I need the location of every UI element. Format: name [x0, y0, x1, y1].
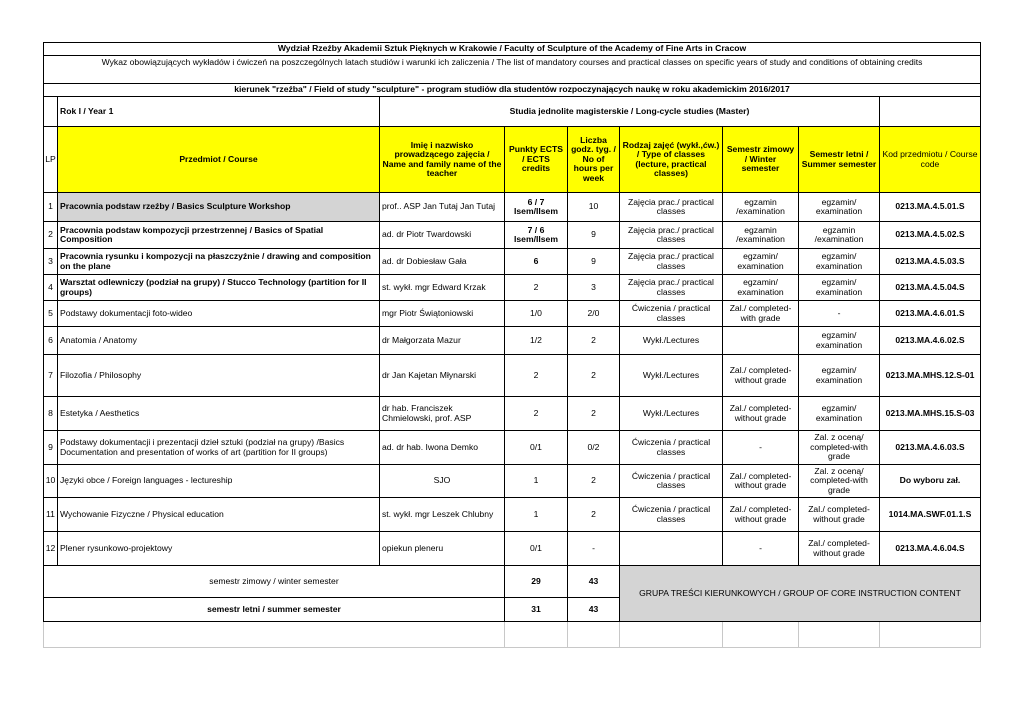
row-ects: 2 — [505, 355, 568, 397]
row-code: 0213.MA.4.6.02.S — [880, 327, 981, 355]
row-hours: 2 — [568, 465, 620, 498]
row-course: Podstawy dokumentacji i prezentacji dzieł sztuki (podział na grupy) /Basics Documentation and presentation of works of art (partition for II groups) — [58, 431, 380, 465]
row-lp: 11 — [44, 498, 58, 532]
row-course: Pracownia rysunku i kompozycji na płaszczyźnie / drawing and composition on the plane — [58, 249, 380, 275]
col-ects: Punkty ECTS / ECTS credits — [505, 127, 568, 193]
row-type: Ćwiczenia / practical classes — [620, 431, 723, 465]
row-winter: - — [723, 431, 799, 465]
row-teacher: st. wykł. mgr Leszek Chlubny — [380, 498, 505, 532]
row-lp: 5 — [44, 301, 58, 327]
row-type: Wykł./Lectures — [620, 355, 723, 397]
row-hours: 2 — [568, 498, 620, 532]
row-ects: 1/0 — [505, 301, 568, 327]
row-hours: 2 — [568, 355, 620, 397]
row-ects: 1 — [505, 498, 568, 532]
row-teacher: st. wykł. mgr Edward Krzak — [380, 275, 505, 301]
row-ects: 0/1 — [505, 532, 568, 566]
row-teacher: dr Jan Kajetan Młynarski — [380, 355, 505, 397]
col-course: Przedmiot / Course — [58, 127, 380, 193]
row-ects: 7 / 6 Isem/IIsem — [505, 222, 568, 249]
row-lp: 12 — [44, 532, 58, 566]
row-summer: egzamin/ examination — [799, 327, 880, 355]
row-teacher: mgr Piotr Świątoniowski — [380, 301, 505, 327]
core-content-group: GRUPA TREŚCI KIERUNKOWYCH / GROUP OF CORE INSTRUCTION CONTENT — [620, 566, 981, 622]
table-row — [44, 275, 981, 301]
row-type: Ćwiczenia / practical classes — [620, 498, 723, 532]
row-lp: 3 — [44, 249, 58, 275]
row-summer: egzamin /examination — [799, 222, 880, 249]
row-course: Warsztat odlewniczy (podział na grupy) / Stucco Technology (partition for II groups) — [58, 275, 380, 301]
winter-total-hours: 43 — [568, 566, 620, 598]
row-type: Wykł./Lectures — [620, 397, 723, 431]
row-summer: Zal./ completed-without grade — [799, 532, 880, 566]
row-code: Do wyboru zał. — [880, 465, 981, 498]
row-course: Filozofia / Philosophy — [58, 355, 380, 397]
course-list-description: Wykaz obowiązujących wykładów i ćwiczeń na poszczególnych latach studiów i warunki ich zaliczenia / The list of mandatory courses and practical classes on specific years of study and conditions of obtaining credits — [44, 56, 981, 84]
table-row — [44, 431, 981, 465]
row-ects: 1/2 — [505, 327, 568, 355]
row-code: 0213.MA.4.6.03.S — [880, 431, 981, 465]
row-ects: 0/1 — [505, 431, 568, 465]
row-lp: 2 — [44, 222, 58, 249]
row-ects: 6 — [505, 249, 568, 275]
row-winter: - — [723, 532, 799, 566]
row-code: 0213.MA.4.5.01.S — [880, 193, 981, 222]
table-row — [44, 327, 981, 355]
course-table — [43, 42, 981, 648]
row-course: Anatomia / Anatomy — [58, 327, 380, 355]
row-ects: 2 — [505, 397, 568, 431]
row-lp: 7 — [44, 355, 58, 397]
row-hours: 9 — [568, 222, 620, 249]
row-course: Plener rysunkowo-projektowy — [58, 532, 380, 566]
year-label: Rok I / Year 1 — [58, 97, 380, 127]
winter-total-row — [44, 566, 981, 598]
row-course: Pracownia podstaw kompozycji przestrzennej / Basics of Spatial Composition — [58, 222, 380, 249]
row-code: 0213.MA.MHS.15.S-03 — [880, 397, 981, 431]
row-teacher: ad. dr Piotr Twardowski — [380, 222, 505, 249]
row-type: Zajęcia prac./ practical classes — [620, 222, 723, 249]
row-hours: 0/2 — [568, 431, 620, 465]
row-winter: Zal./ completed-without grade — [723, 397, 799, 431]
col-teacher: Imię i nazwisko prowadzącego zajęcia / Name and family name of the teacher — [380, 127, 505, 193]
row-ects: 1 — [505, 465, 568, 498]
row-winter: Zal./ completed-with grade — [723, 301, 799, 327]
row-teacher: dr Małgorzata Mazur — [380, 327, 505, 355]
row-summer: egzamin/ examination — [799, 249, 880, 275]
row-lp: 1 — [44, 193, 58, 222]
row-type — [620, 532, 723, 566]
row-summer: Zal./ completed-without grade — [799, 498, 880, 532]
row-lp: 9 — [44, 431, 58, 465]
row-lp: 8 — [44, 397, 58, 431]
row-ects: 2 — [505, 275, 568, 301]
row-summer: - — [799, 301, 880, 327]
table-row — [44, 249, 981, 275]
col-summer: Semestr letni / Summer semester — [799, 127, 880, 193]
col-lp: LP — [44, 127, 58, 193]
faculty-title: Wydział Rzeźby Akademii Sztuk Pięknych w Krakowie / Faculty of Sculpture of the Academy of Fine Arts in Cracow — [44, 43, 981, 56]
table-row — [44, 222, 981, 249]
row-teacher: opiekun pleneru — [380, 532, 505, 566]
table-row — [44, 397, 981, 431]
row-winter — [723, 327, 799, 355]
row-winter: egzamin /examination — [723, 193, 799, 222]
row-course: Podstawy dokumentacji foto-wideo — [58, 301, 380, 327]
row-summer: Zal. z oceną/ completed-with grade — [799, 431, 880, 465]
row-hours: 10 — [568, 193, 620, 222]
summer-total-label: semestr letni / summer semester — [44, 598, 505, 622]
row-winter: egzamin/ examination — [723, 275, 799, 301]
row-teacher: SJO — [380, 465, 505, 498]
col-hours: Liczba godz. tyg. / No of hours per week — [568, 127, 620, 193]
col-winter: Semestr zimowy / Winter semester — [723, 127, 799, 193]
row-hours: 3 — [568, 275, 620, 301]
row-course: Pracownia podstaw rzeźby / Basics Sculpture Workshop — [58, 193, 380, 222]
row-type: Zajęcia prac./ practical classes — [620, 249, 723, 275]
row-teacher: ad. dr Dobiesław Gała — [380, 249, 505, 275]
row-type: Wykł./Lectures — [620, 327, 723, 355]
row-course: Języki obce / Foreign languages - lectureship — [58, 465, 380, 498]
table-row — [44, 465, 981, 498]
row-summer: egzamin/ examination — [799, 275, 880, 301]
row-code: 0213.MA.4.5.03.S — [880, 249, 981, 275]
row-winter: egzamin/ examination — [723, 249, 799, 275]
row-lp: 10 — [44, 465, 58, 498]
row-summer: egzamin/ examination — [799, 355, 880, 397]
row-teacher: prof.. ASP Jan Tutaj Jan Tutaj — [380, 193, 505, 222]
field-of-study: kierunek "rzeźba" / Field of study "sculpture" - program studiów dla studentów rozpoczynających naukę w roku akademickim 2016/2017 — [44, 84, 981, 97]
row-type: Ćwiczenia / practical classes — [620, 465, 723, 498]
row-code: 1014.MA.SWF.01.1.S — [880, 498, 981, 532]
empty-row — [44, 622, 981, 648]
row-hours: 2/0 — [568, 301, 620, 327]
row-summer: egzamin/ examination — [799, 193, 880, 222]
row-code: 0213.MA.4.5.04.S — [880, 275, 981, 301]
row-hours: - — [568, 532, 620, 566]
row-course: Estetyka / Aesthetics — [58, 397, 380, 431]
row-type: Zajęcia prac./ practical classes — [620, 193, 723, 222]
row-winter: Zal./ completed-without grade — [723, 465, 799, 498]
table-row — [44, 498, 981, 532]
col-type: Rodzaj zajęć (wykł.,ćw.) / Type of classes (lecture, practical classes) — [620, 127, 723, 193]
row-winter: egzamin /examination — [723, 222, 799, 249]
table-row — [44, 532, 981, 566]
row-hours: 9 — [568, 249, 620, 275]
row-lp: 4 — [44, 275, 58, 301]
winter-total-label: semestr zimowy / winter semester — [44, 566, 505, 598]
row-winter: Zal./ completed-without grade — [723, 355, 799, 397]
summer-total-hours: 43 — [568, 598, 620, 622]
table-row — [44, 301, 981, 327]
row-code: 0213.MA.4.6.01.S — [880, 301, 981, 327]
row-teacher: ad. dr hab. Iwona Demko — [380, 431, 505, 465]
row-winter: Zal./ completed-without grade — [723, 498, 799, 532]
row-hours: 2 — [568, 327, 620, 355]
row-summer: egzamin/ examination — [799, 397, 880, 431]
table-row — [44, 193, 981, 222]
summer-total-ects: 31 — [505, 598, 568, 622]
row-type: Zajęcia prac./ practical classes — [620, 275, 723, 301]
row-code: 0213.MA.4.6.04.S — [880, 532, 981, 566]
studies-type: Studia jednolite magisterskie / Long-cycle studies (Master) — [380, 97, 880, 127]
col-code: Kod przedmiotu / Course code — [880, 127, 981, 193]
row-summer: Zal. z oceną/ completed-with grade — [799, 465, 880, 498]
column-header-row — [44, 127, 981, 193]
row-code: 0213.MA.MHS.12.S-01 — [880, 355, 981, 397]
course-rows — [44, 193, 981, 566]
row-course: Wychowanie Fizyczne / Physical education — [58, 498, 380, 532]
winter-total-ects: 29 — [505, 566, 568, 598]
row-type: Ćwiczenia / practical classes — [620, 301, 723, 327]
row-hours: 2 — [568, 397, 620, 431]
row-ects: 6 / 7 Isem/IIsem — [505, 193, 568, 222]
row-teacher: dr hab. Franciszek Chmielowski, prof. ASP — [380, 397, 505, 431]
row-code: 0213.MA.4.5.02.S — [880, 222, 981, 249]
row-lp: 6 — [44, 327, 58, 355]
table-row — [44, 355, 981, 397]
